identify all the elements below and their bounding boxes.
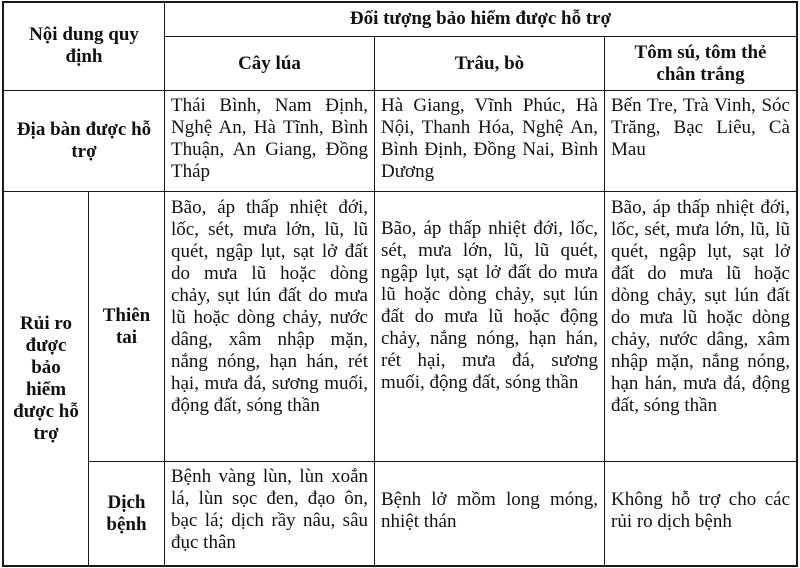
border-right — [796, 1, 798, 567]
disease-label-text: Dịch bệnh — [106, 491, 147, 535]
disaster-shrimp: Bão, áp thấp nhiệt đới, lốc, sét, mưa lớn, lũ, lũ quét, ngập lụt, sạt lở đất do mưa lũ hoặc dòng chảy, sụt lún đất do mưa lũ hoặc dòng chảy, nước dâng, xâm nhập mặn, nắng nóng, hạn hán, mưa đá, động đất, sóng thần — [611, 197, 790, 416]
disaster-rice: Bão, áp thấp nhiệt đới, lốc, sét, mưa lớn, lũ, lũ quét, ngập lụt, sạt lở đất do mưa lũ hoặc dòng chảy, sụt lún đất do mưa lũ hoặc dòng chảy, nước dâng, xâm nhập mặn, nắng nóng, hạn hán, rét hại, mưa đá, sương muối, động đất, sóng thần — [171, 197, 368, 416]
disease-cattle: Bệnh lở mồm long móng, nhiệt thán — [381, 489, 598, 532]
disaster-cattle: Bão, áp thấp nhiệt đới, lốc, sét, mưa lớn, lũ, lũ quét, ngập lụt, sạt lở đất do mưa lũ hoặc dòng chảy, sụt lún đất do mưa lũ hoặc động chảy, nắng nóng, hạn hán, rét hại, mưa đá, sương muối, động đất, sóng thần — [381, 218, 598, 393]
area-label-text: Địa bàn được hỗ trợ — [16, 119, 152, 162]
disease-shrimp: Không hỗ trợ cho các rủi ro dịch bệnh — [611, 489, 790, 532]
divider-disaster-bottom — [88, 461, 798, 462]
area-label — [10, 91, 158, 191]
border-bottom — [2, 565, 798, 567]
header-group-label-text: Đối tượng bảo hiểm được hỗ trợ — [349, 8, 612, 29]
disease-label — [89, 462, 164, 565]
header-content-label-text: Nội dung quy định — [29, 24, 139, 67]
header-cattle-text: Trâu, bò — [454, 52, 525, 74]
header-content-label — [10, 2, 158, 90]
disaster-label — [89, 192, 164, 461]
disease-rice: Bệnh vàng lùn, lùn xoắn lá, lùn sọc đen, đạo ôn, bạc lá; dịch rầy nâu, sâu đục thân — [171, 466, 368, 553]
area-shrimp: Bến Tre, Trà Vinh, Sóc Trăng, Bạc Liêu, Cà Mau — [611, 95, 790, 160]
border-left — [2, 1, 4, 567]
header-shrimp — [605, 37, 796, 90]
disaster-label-text: Thiên tai — [102, 304, 151, 348]
header-group-label — [165, 2, 796, 36]
risk-label — [6, 192, 86, 565]
header-rice-text: Cây lúa — [238, 52, 301, 74]
risk-label-text: Rủi ro được bảo hiểm được hỗ trợ — [13, 312, 79, 444]
area-rice: Thái Bình, Nam Định, Nghệ An, Hà Tĩnh, Bình Thuận, An Giang, Đồng Tháp — [171, 95, 368, 182]
header-cattle — [375, 37, 604, 90]
header-shrimp-text: Tôm sú, tôm thẻ chân trắng — [634, 41, 767, 85]
header-rice — [165, 37, 374, 90]
area-cattle: Hà Giang, Vĩnh Phúc, Hà Nội, Thanh Hóa, Nghệ An, Bình Định, Đồng Nai, Bình Dương — [381, 95, 598, 182]
